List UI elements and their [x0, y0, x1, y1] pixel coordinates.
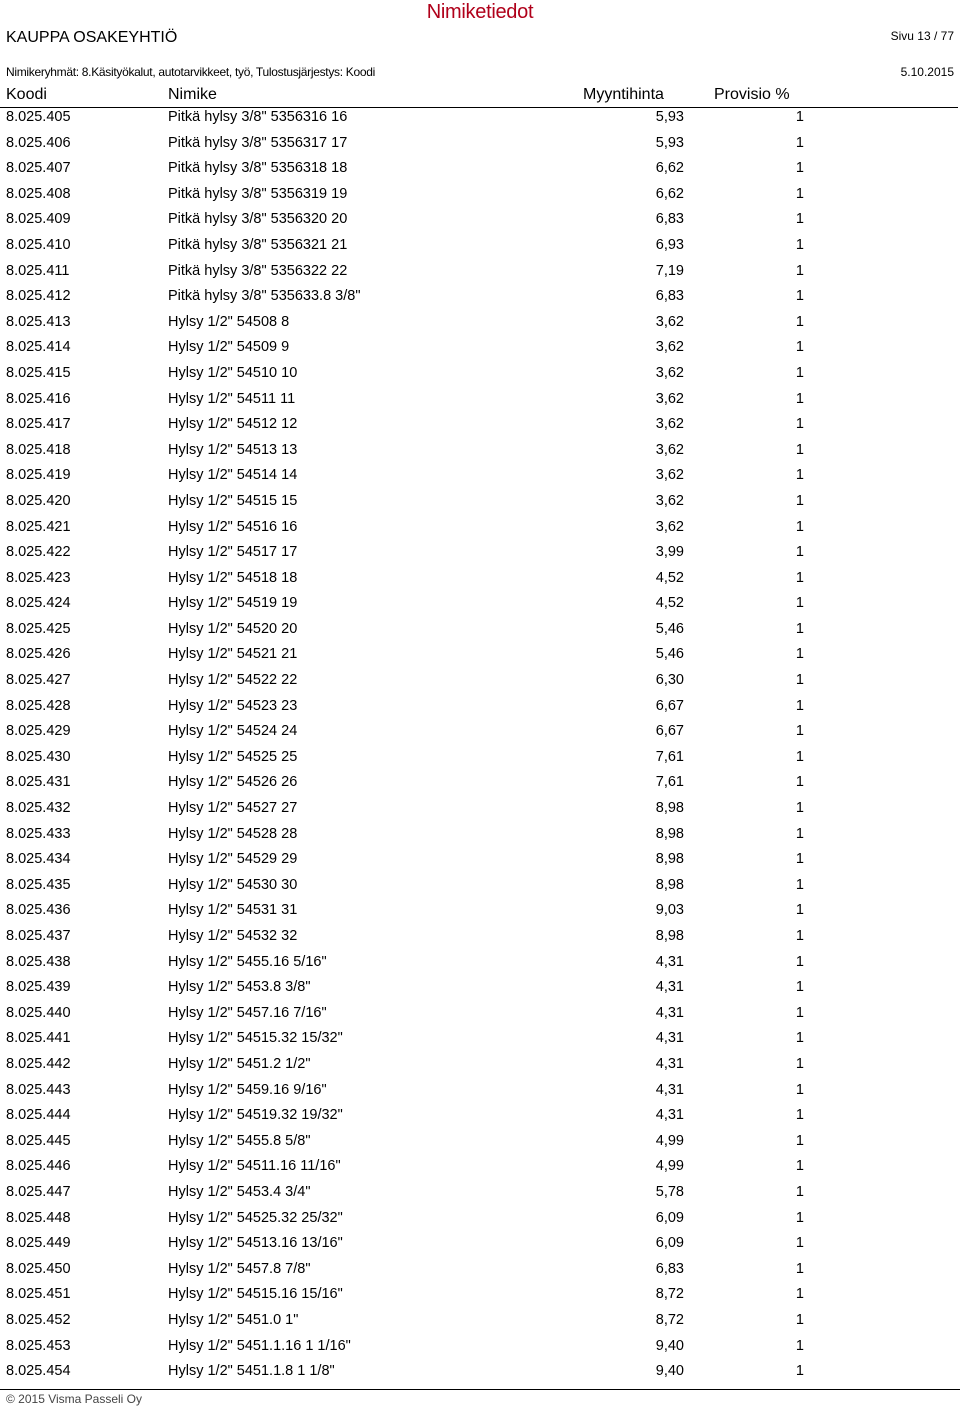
cell-code: 8.025.435: [6, 876, 71, 893]
column-header-name: Nimike: [168, 86, 217, 103]
cell-code: 8.025.436: [6, 902, 71, 919]
cell-commission: 1: [795, 1081, 804, 1098]
cell-code: 8.025.442: [6, 1055, 71, 1072]
table-row: [0, 1258, 960, 1284]
table-row: [0, 1181, 960, 1207]
cell-price: 3,62: [655, 492, 684, 509]
cell-code: 8.025.416: [6, 390, 71, 407]
cell-code: 8.025.423: [6, 569, 71, 586]
cell-price: 4,99: [655, 1132, 684, 1149]
cell-price: 4,31: [655, 1055, 684, 1072]
table-row: [0, 1002, 960, 1028]
cell-commission: 1: [795, 518, 804, 535]
cell-name: Pitkä hylsy 3/8" 5356322 22: [168, 262, 348, 279]
cell-code: 8.025.425: [6, 620, 71, 637]
table-row: [0, 618, 960, 644]
cell-name: Hylsy 1/2" 5455.16 5/16": [168, 953, 327, 970]
cell-price: 6,30: [655, 672, 684, 689]
cell-name: Hylsy 1/2" 54522 22: [168, 672, 298, 689]
table-row: [0, 157, 960, 183]
cell-code: 8.025.420: [6, 492, 71, 509]
cell-code: 8.025.453: [6, 1337, 71, 1354]
cell-code: 8.025.433: [6, 825, 71, 842]
cell-commission: 1: [795, 134, 804, 151]
table-row: [0, 106, 960, 132]
cell-name: Hylsy 1/2" 54517 17: [168, 544, 298, 561]
cell-code: 8.025.421: [6, 518, 71, 535]
cell-code: 8.025.409: [6, 211, 71, 228]
cell-commission: 1: [795, 1311, 804, 1328]
cell-commission: 1: [795, 1260, 804, 1277]
cell-price: 6,67: [655, 723, 684, 740]
column-header-price: Myyntihinta: [583, 86, 664, 103]
cell-price: 4,31: [655, 1107, 684, 1124]
cell-code: 8.025.437: [6, 928, 71, 944]
cell-name: Hylsy 1/2" 54518 18: [168, 569, 298, 586]
cell-commission: 1: [795, 595, 804, 612]
cell-commission: 1: [795, 902, 804, 919]
cell-code: 8.025.438: [6, 953, 71, 970]
cell-price: 4,52: [655, 569, 684, 586]
cell-price: 8,72: [655, 1311, 684, 1328]
cell-price: 3,62: [655, 518, 684, 535]
cell-price: 5,93: [655, 109, 684, 125]
table-row: [0, 1335, 960, 1361]
cell-price: 4,31: [655, 1030, 684, 1047]
cell-commission: 1: [795, 1209, 804, 1226]
table-row: [0, 823, 960, 849]
cell-price: 3,62: [655, 364, 684, 381]
cell-commission: 1: [795, 441, 804, 458]
cell-price: 7,61: [655, 774, 684, 791]
cell-price: 6,09: [655, 1209, 684, 1226]
table-row: [0, 336, 960, 362]
cell-code: 8.025.419: [6, 467, 71, 484]
table-row: [0, 1053, 960, 1079]
page-number: Sivu 13 / 77: [890, 29, 954, 43]
cell-code: 8.025.445: [6, 1132, 71, 1149]
cell-code: 8.025.406: [6, 134, 71, 151]
cell-commission: 1: [795, 185, 804, 202]
table-row: [0, 490, 960, 516]
cell-name: Hylsy 1/2" 5453.8 3/8": [168, 979, 311, 996]
cell-price: 8,98: [655, 876, 684, 893]
cell-commission: 1: [795, 569, 804, 586]
cell-code: 8.025.405: [6, 109, 71, 125]
cell-price: 4,99: [655, 1158, 684, 1175]
cell-name: Hylsy 1/2" 54524 24: [168, 723, 298, 740]
cell-commission: 1: [795, 1235, 804, 1252]
cell-commission: 1: [795, 620, 804, 637]
cell-name: Hylsy 1/2" 54514 14: [168, 467, 298, 484]
table-row: [0, 567, 960, 593]
cell-price: 8,98: [655, 800, 684, 817]
cell-commission: 1: [795, 774, 804, 791]
cell-code: 8.025.446: [6, 1158, 71, 1175]
cell-price: 3,62: [655, 313, 684, 330]
table-row: [0, 516, 960, 542]
page-footer: [0, 1389, 960, 1406]
cell-price: 3,99: [655, 544, 684, 561]
cell-name: Hylsy 1/2" 54525 25: [168, 748, 298, 765]
cell-commission: 1: [795, 390, 804, 407]
cell-price: 7,61: [655, 748, 684, 765]
table-row: [0, 1155, 960, 1181]
cell-price: 4,31: [655, 1004, 684, 1021]
cell-code: 8.025.447: [6, 1183, 71, 1200]
cell-price: 6,83: [655, 211, 684, 228]
table-row: [0, 1130, 960, 1156]
cell-name: Hylsy 1/2" 54513.16 13/16": [168, 1235, 343, 1252]
cell-name: Hylsy 1/2" 5451.0 1": [168, 1311, 299, 1328]
table-row: [0, 541, 960, 567]
cell-price: 5,46: [655, 646, 684, 663]
cell-price: 4,31: [655, 1081, 684, 1098]
cell-name: Pitkä hylsy 3/8" 5356316 16: [168, 109, 348, 125]
cell-price: 8,72: [655, 1286, 684, 1303]
table-row: [0, 1079, 960, 1105]
cell-price: 3,62: [655, 390, 684, 407]
table-row: [0, 234, 960, 260]
table-row: [0, 899, 960, 925]
cell-code: 8.025.450: [6, 1260, 71, 1277]
cell-name: Hylsy 1/2" 54527 27: [168, 800, 298, 817]
cell-code: 8.025.440: [6, 1004, 71, 1021]
cell-price: 6,62: [655, 160, 684, 177]
table-row: [0, 695, 960, 721]
cell-commission: 1: [795, 416, 804, 433]
cell-name: Pitkä hylsy 3/8" 5356317 17: [168, 134, 348, 151]
cell-price: 3,62: [655, 416, 684, 433]
cell-price: 6,67: [655, 697, 684, 714]
cell-price: 4,31: [655, 979, 684, 996]
cell-code: 8.025.408: [6, 185, 71, 202]
table-row: [0, 669, 960, 695]
cell-code: 8.025.451: [6, 1286, 71, 1303]
cell-commission: 1: [795, 1183, 804, 1200]
cell-commission: 1: [795, 1158, 804, 1175]
cell-commission: 1: [795, 851, 804, 868]
cell-commission: 1: [795, 1363, 804, 1380]
cell-code: 8.025.431: [6, 774, 71, 791]
cell-name: Hylsy 1/2" 5451.1.8 1 1/8": [168, 1363, 335, 1380]
cell-price: 9,40: [655, 1363, 684, 1380]
cell-code: 8.025.411: [6, 262, 70, 279]
cell-commission: 1: [795, 492, 804, 509]
cell-code: 8.025.444: [6, 1107, 71, 1124]
cell-name: Hylsy 1/2" 54519 19: [168, 595, 298, 612]
cell-price: 5,93: [655, 134, 684, 151]
table-row: [0, 1232, 960, 1258]
cell-commission: 1: [795, 262, 804, 279]
table-row: [0, 976, 960, 1002]
table-row: [0, 771, 960, 797]
cell-price: 3,62: [655, 467, 684, 484]
cell-code: 8.025.427: [6, 672, 71, 689]
cell-price: 6,83: [655, 1260, 684, 1277]
cell-commission: 1: [795, 723, 804, 740]
column-header-code: Koodi: [6, 86, 47, 103]
cell-code: 8.025.418: [6, 441, 71, 458]
cell-commission: 1: [795, 211, 804, 228]
cell-code: 8.025.414: [6, 339, 71, 356]
table-row: [0, 208, 960, 234]
cell-name: Hylsy 1/2" 54515.32 15/32": [168, 1030, 343, 1047]
cell-commission: 1: [795, 288, 804, 305]
cell-name: Hylsy 1/2" 54531 31: [168, 902, 298, 919]
cell-price: 9,03: [655, 902, 684, 919]
cell-price: 4,52: [655, 595, 684, 612]
cell-name: Hylsy 1/2" 54513 13: [168, 441, 298, 458]
cell-name: Pitkä hylsy 3/8" 5356320 20: [168, 211, 348, 228]
document-title: Nimiketiedot: [426, 1, 534, 23]
table-row: [0, 874, 960, 900]
cell-name: Hylsy 1/2" 54516 16: [168, 518, 298, 535]
cell-code: 8.025.429: [6, 723, 71, 740]
cell-name: Pitkä hylsy 3/8" 5356319 19: [168, 185, 348, 202]
table-body: [0, 106, 960, 1386]
cell-price: 3,62: [655, 339, 684, 356]
copyright-text: © 2015 Visma Passeli Oy: [6, 1392, 143, 1406]
cell-name: Hylsy 1/2" 5451.2 1/2": [168, 1055, 311, 1072]
cell-commission: 1: [795, 953, 804, 970]
cell-name: Pitkä hylsy 3/8" 5356321 21: [168, 236, 348, 253]
cell-code: 8.025.415: [6, 364, 71, 381]
cell-name: Hylsy 1/2" 54519.32 19/32": [168, 1107, 343, 1124]
table-row: [0, 1283, 960, 1309]
table-row: [0, 1027, 960, 1053]
cell-commission: 1: [795, 313, 804, 330]
table-row: [0, 797, 960, 823]
cell-name: Hylsy 1/2" 54512 12: [168, 416, 298, 433]
cell-commission: 1: [795, 1337, 804, 1354]
cell-code: 8.025.413: [6, 313, 71, 330]
cell-price: 6,83: [655, 288, 684, 305]
cell-name: Hylsy 1/2" 54509 9: [168, 339, 290, 356]
table-row: [0, 464, 960, 490]
cell-price: 8,98: [655, 825, 684, 842]
cell-price: 8,98: [655, 851, 684, 868]
cell-commission: 1: [795, 236, 804, 253]
cell-code: 8.025.412: [6, 288, 71, 305]
cell-name: Hylsy 1/2" 5453.4 3/4": [168, 1183, 311, 1200]
cell-name: Hylsy 1/2" 54530 30: [168, 876, 298, 893]
cell-name: Hylsy 1/2" 5457.8 7/8": [168, 1260, 311, 1277]
table-row: [0, 746, 960, 772]
cell-commission: 1: [795, 109, 804, 125]
cell-name: Hylsy 1/2" 5451.1.16 1 1/16": [168, 1337, 351, 1354]
table-row: [0, 925, 960, 951]
print-date: 5.10.2015: [900, 65, 954, 79]
cell-commission: 1: [795, 697, 804, 714]
cell-commission: 1: [795, 1286, 804, 1303]
cell-commission: 1: [795, 544, 804, 561]
cell-code: 8.025.432: [6, 800, 71, 817]
cell-price: 3,62: [655, 441, 684, 458]
cell-name: Hylsy 1/2" 5459.16 9/16": [168, 1081, 327, 1098]
cell-commission: 1: [795, 672, 804, 689]
cell-commission: 1: [795, 1030, 804, 1047]
table-row: [0, 260, 960, 286]
cell-code: 8.025.443: [6, 1081, 71, 1098]
cell-code: 8.025.417: [6, 416, 71, 433]
cell-commission: 1: [795, 1004, 804, 1021]
cell-price: 4,31: [655, 953, 684, 970]
cell-code: 8.025.428: [6, 697, 71, 714]
table-header: [0, 85, 958, 108]
cell-name: Hylsy 1/2" 54529 29: [168, 851, 298, 868]
cell-price: 7,19: [655, 262, 684, 279]
cell-commission: 1: [795, 928, 804, 944]
company-name: KAUPPA OSAKEYHTIÖ: [6, 29, 178, 46]
cell-commission: 1: [795, 339, 804, 356]
column-header-commission: Provisio %: [714, 86, 790, 103]
cell-code: 8.025.449: [6, 1235, 71, 1252]
cell-code: 8.025.410: [6, 236, 71, 253]
cell-name: Hylsy 1/2" 54523 23: [168, 697, 298, 714]
cell-commission: 1: [795, 748, 804, 765]
cell-commission: 1: [795, 1055, 804, 1072]
cell-code: 8.025.422: [6, 544, 71, 561]
cell-name: Hylsy 1/2" 54528 28: [168, 825, 298, 842]
cell-name: Hylsy 1/2" 54525.32 25/32": [168, 1209, 343, 1226]
cell-commission: 1: [795, 825, 804, 842]
table-row: [0, 1104, 960, 1130]
table-row: [0, 1309, 960, 1335]
cell-commission: 1: [795, 364, 804, 381]
cell-name: Hylsy 1/2" 54515.16 15/16": [168, 1286, 343, 1303]
table-row: [0, 848, 960, 874]
cell-code: 8.025.424: [6, 595, 71, 612]
table-row: [0, 951, 960, 977]
cell-commission: 1: [795, 800, 804, 817]
cell-name: Hylsy 1/2" 54520 20: [168, 620, 298, 637]
cell-commission: 1: [795, 979, 804, 996]
cell-commission: 1: [795, 160, 804, 177]
cell-code: 8.025.430: [6, 748, 71, 765]
cell-commission: 1: [795, 1107, 804, 1124]
table-row: [0, 388, 960, 414]
cell-name: Hylsy 1/2" 5455.8 5/8": [168, 1132, 311, 1149]
cell-commission: 1: [795, 646, 804, 663]
cell-name: Pitkä hylsy 3/8" 535633.8 3/8": [168, 288, 361, 305]
table-row: [0, 362, 960, 388]
table-row: [0, 720, 960, 746]
table-row: [0, 439, 960, 465]
cell-name: Hylsy 1/2" 54511 11: [168, 390, 296, 407]
cell-commission: 1: [795, 876, 804, 893]
table-row: [0, 183, 960, 209]
cell-name: Hylsy 1/2" 5457.16 7/16": [168, 1004, 327, 1021]
cell-name: Pitkä hylsy 3/8" 5356318 18: [168, 160, 348, 177]
cell-code: 8.025.454: [6, 1363, 71, 1380]
table-row: [0, 311, 960, 337]
cell-price: 6,62: [655, 185, 684, 202]
cell-commission: 1: [795, 467, 804, 484]
cell-name: Hylsy 1/2" 54510 10: [168, 364, 298, 381]
cell-name: Hylsy 1/2" 54508 8: [168, 313, 290, 330]
table-row: [0, 132, 960, 158]
cell-code: 8.025.441: [6, 1030, 71, 1047]
cell-code: 8.025.452: [6, 1311, 71, 1328]
cell-name: Hylsy 1/2" 54515 15: [168, 492, 298, 509]
cell-code: 8.025.407: [6, 160, 71, 177]
cell-code: 8.025.439: [6, 979, 71, 996]
cell-price: 5,78: [655, 1183, 684, 1200]
cell-name: Hylsy 1/2" 54532 32: [168, 928, 298, 944]
cell-commission: 1: [795, 1132, 804, 1149]
cell-name: Hylsy 1/2" 54521 21: [168, 646, 298, 663]
cell-price: 6,09: [655, 1235, 684, 1252]
cell-price: 9,40: [655, 1337, 684, 1354]
cell-price: 8,98: [655, 928, 684, 944]
cell-name: Hylsy 1/2" 54511.16 11/16": [168, 1158, 341, 1175]
report-filter: Nimikeryhmät: 8.Käsityökalut, autotarvikkeet, työ, Tulostusjärjestys: Koodi: [6, 65, 375, 79]
table-row: [0, 592, 960, 618]
table-row: [0, 1207, 960, 1233]
cell-code: 8.025.448: [6, 1209, 71, 1226]
cell-price: 5,46: [655, 620, 684, 637]
cell-name: Hylsy 1/2" 54526 26: [168, 774, 298, 791]
cell-code: 8.025.426: [6, 646, 71, 663]
table-row: [0, 285, 960, 311]
table-row: [0, 643, 960, 669]
table-row: [0, 413, 960, 439]
cell-price: 6,93: [655, 236, 684, 253]
table-row: [0, 1360, 960, 1386]
cell-code: 8.025.434: [6, 851, 71, 868]
